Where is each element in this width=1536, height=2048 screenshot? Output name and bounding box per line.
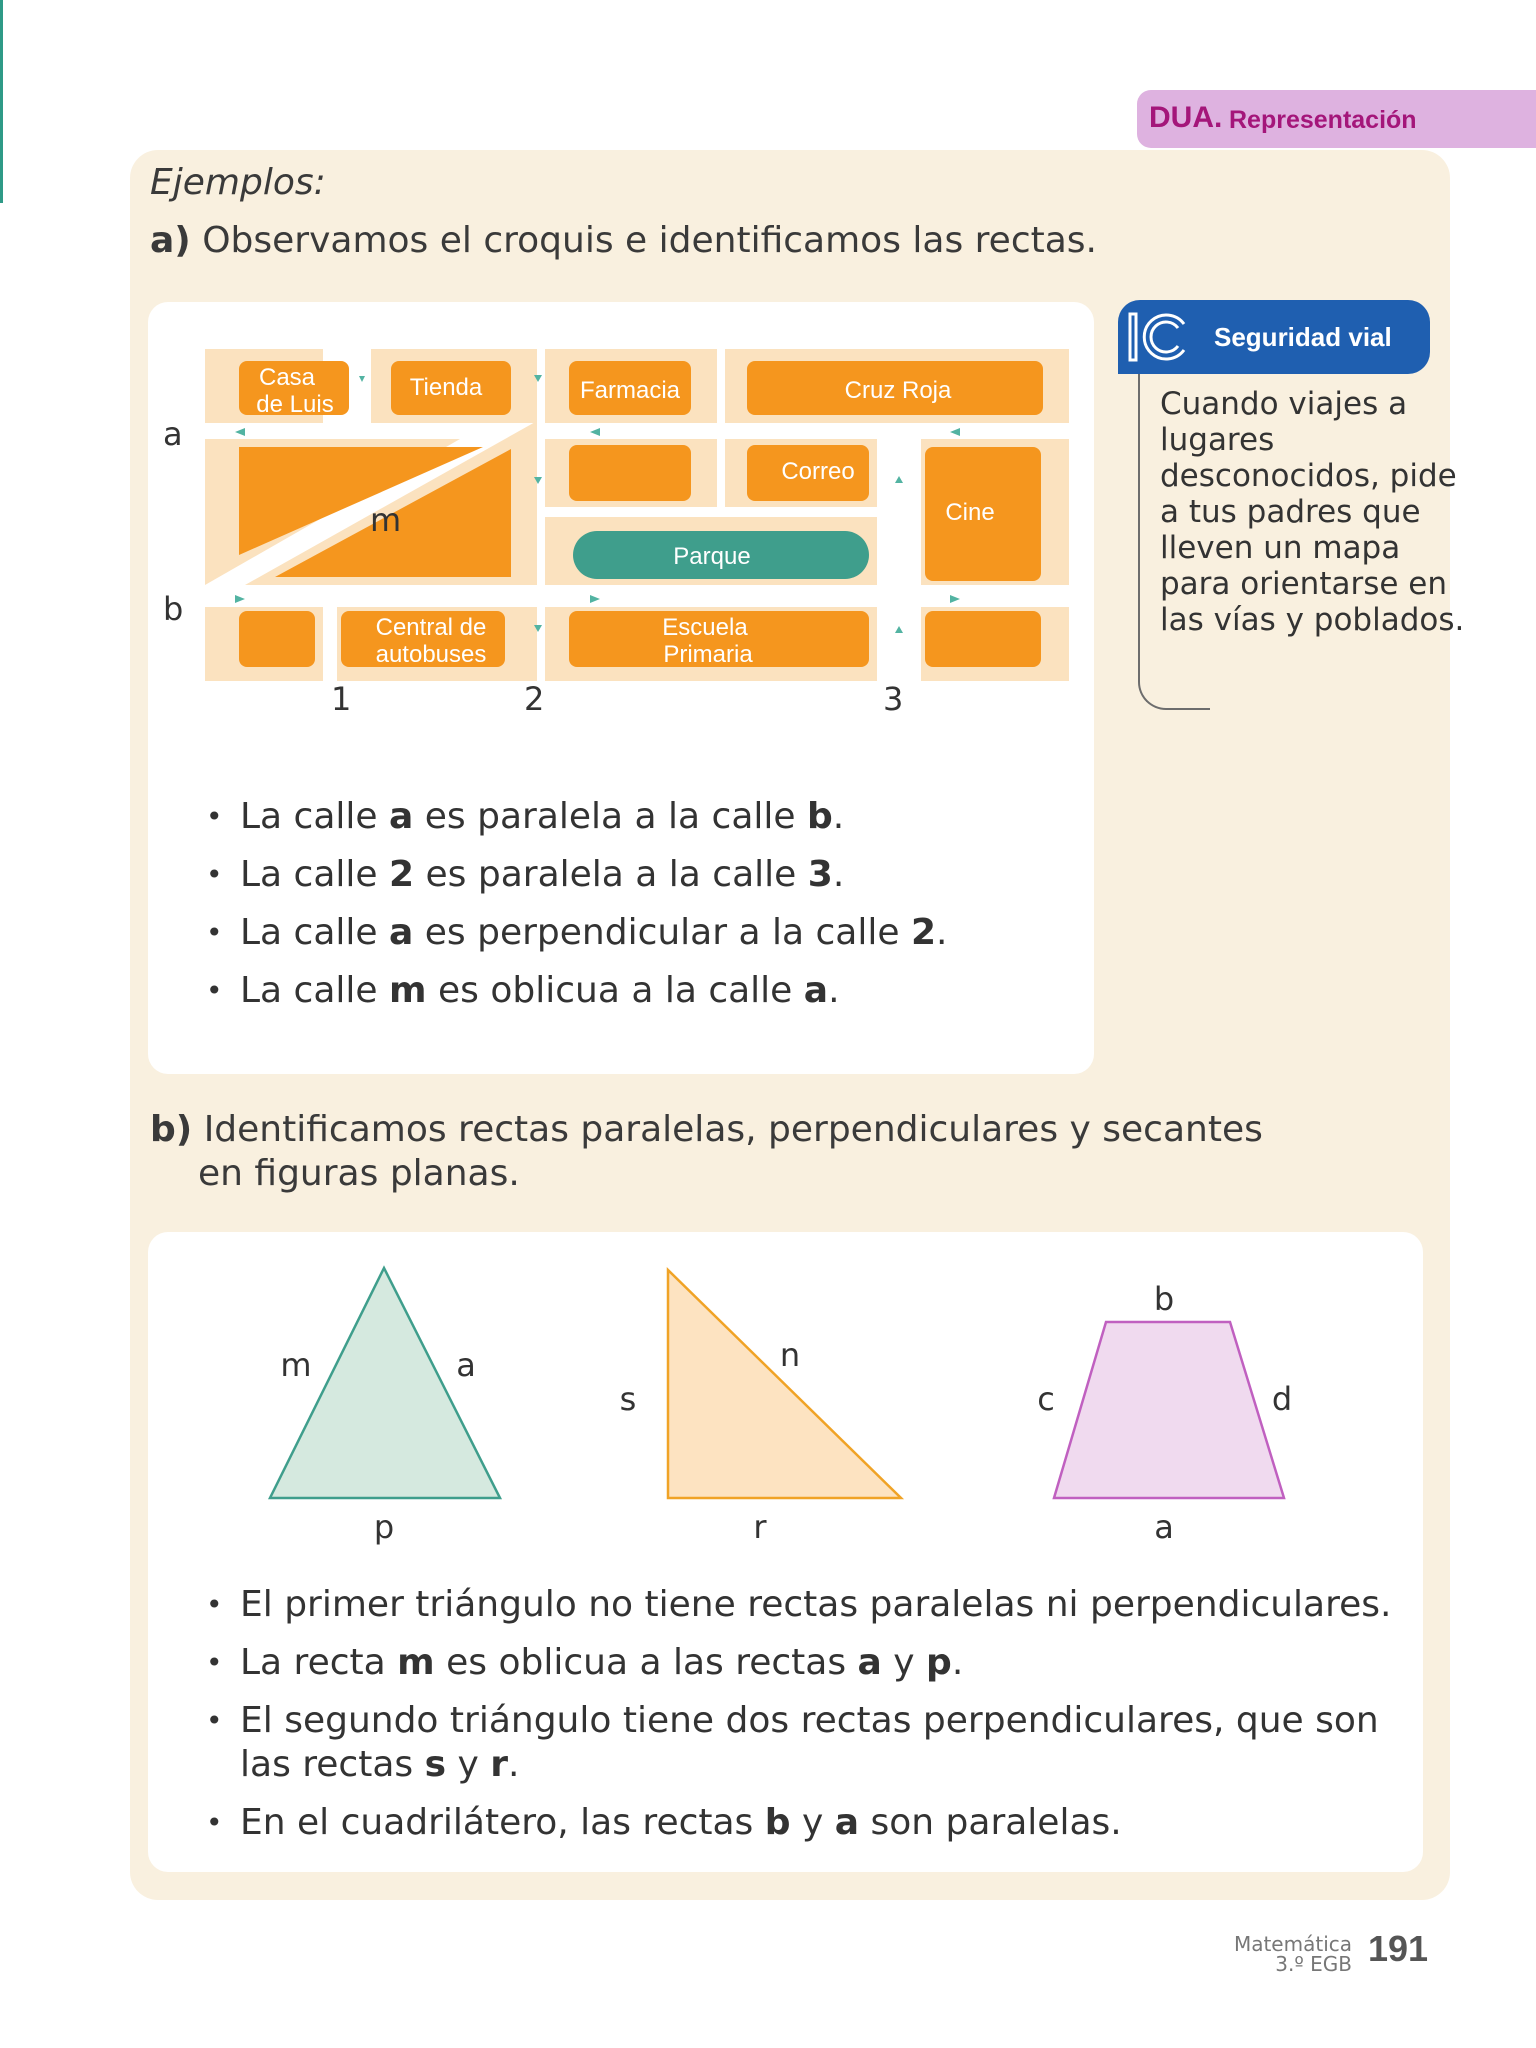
street-label-m: m: [370, 501, 402, 539]
label-tienda: Tienda: [409, 374, 483, 401]
seguridad-vial-text: Cuando viajes a lugares desconocidos, pide a tus padres que lleven un mapa para orientarse en las vías y poblados.: [1160, 386, 1465, 638]
street-label-a: a: [163, 415, 183, 453]
triangle-right: [668, 1270, 901, 1498]
arrow-icon: [895, 626, 903, 633]
footer-subject-name: Matemática: [1233, 1932, 1352, 1956]
arrow-icon: [235, 428, 245, 436]
part-a-heading: [150, 220, 1097, 261]
seguridad-vial-header: [1118, 300, 1430, 374]
side-label-d: d: [1271, 1380, 1293, 1418]
label-escuela-1: Escuela: [662, 614, 748, 641]
side-label-a: a: [456, 1346, 476, 1384]
street-map: [205, 345, 1069, 683]
footer-grade: 3.º EGB: [1275, 1952, 1352, 1976]
arrow-icon: [950, 428, 960, 436]
building-block: [569, 445, 691, 501]
part-b-letter: b): [150, 1109, 193, 1150]
label-escuela-2: Primaria: [663, 641, 753, 668]
bullets-part-b: [240, 1583, 1391, 1859]
side-label-a-quad: a: [1154, 1508, 1174, 1546]
building-block: [925, 611, 1041, 667]
arrow-icon: [235, 595, 245, 603]
list-item: • La calle m es oblicua a la calle a.: [240, 969, 947, 1013]
list-item: • El primer triángulo no tiene rectas paralelas ni perpendiculares.: [240, 1583, 1391, 1627]
examples-heading: Ejemplos:: [150, 162, 326, 203]
list-item: • El segundo triángulo tiene dos rectas perpendiculares, que son las rectas s y r.: [240, 1699, 1391, 1787]
street-label-2: 2: [524, 680, 545, 718]
dua-tab: [1137, 90, 1536, 148]
side-label-m: m: [280, 1346, 312, 1384]
part-a-text: Observamos el croquis e identificamos las rectas.: [202, 220, 1097, 261]
side-label-n: n: [779, 1336, 801, 1374]
arrow-icon: [590, 428, 600, 436]
label-correo: Correo: [781, 458, 855, 485]
arrow-icon: [359, 376, 365, 382]
label-central-1: Central de: [375, 614, 487, 641]
arrow-icon: [895, 476, 903, 483]
street-label-b: b: [163, 590, 184, 628]
street-label-1: 1: [331, 680, 352, 718]
label-casa-1: Casa: [258, 364, 316, 391]
dua-prefix: DUA.: [1149, 101, 1223, 134]
label-central-2: autobuses: [375, 641, 487, 668]
bullets-part-a: [240, 795, 947, 1027]
list-item: • La recta m es oblicua a las rectas a y p.: [240, 1641, 1391, 1685]
left-edge-rule: [0, 0, 3, 203]
footer-subject: [1222, 1934, 1352, 1974]
label-cine: Cine: [945, 499, 995, 526]
trapezoid: [1054, 1322, 1284, 1498]
seguridad-vial-title: Seguridad vial: [1214, 322, 1392, 352]
list-item: • La calle a es paralela a la calle b.: [240, 795, 947, 839]
part-a-letter: a): [150, 220, 191, 261]
label-farmacia: Farmacia: [579, 377, 681, 404]
list-item: • La calle a es perpendicular a la calle 2.: [240, 911, 947, 955]
side-label-s: s: [619, 1380, 637, 1418]
part-b-heading: [150, 1108, 1263, 1196]
ic-icon: [1126, 308, 1190, 366]
side-label-p: p: [373, 1508, 395, 1546]
side-label-r: r: [753, 1508, 767, 1546]
building-block: [239, 611, 315, 667]
list-item: • La calle 2 es paralela a la calle 3.: [240, 853, 947, 897]
dua-label: Representación: [1229, 106, 1417, 134]
label-parque: Parque: [673, 543, 751, 570]
label-casa-2: de Luis: [256, 391, 334, 418]
street-label-3: 3: [883, 680, 904, 718]
side-label-b: b: [1153, 1280, 1175, 1318]
label-cruz-roja: Cruz Roja: [844, 377, 952, 404]
page-number: 191: [1368, 1928, 1429, 1969]
part-b-line1: Identificamos rectas paralelas, perpendiculares y secantes: [203, 1109, 1263, 1150]
arrow-icon: [950, 595, 960, 603]
list-item: • En el cuadrilátero, las rectas b y a son paralelas.: [240, 1801, 1391, 1845]
arrow-icon: [590, 595, 600, 603]
plane-figures: [148, 1232, 1423, 1592]
side-label-c: c: [1037, 1380, 1055, 1418]
part-b-line2: en figuras planas.: [198, 1153, 520, 1194]
